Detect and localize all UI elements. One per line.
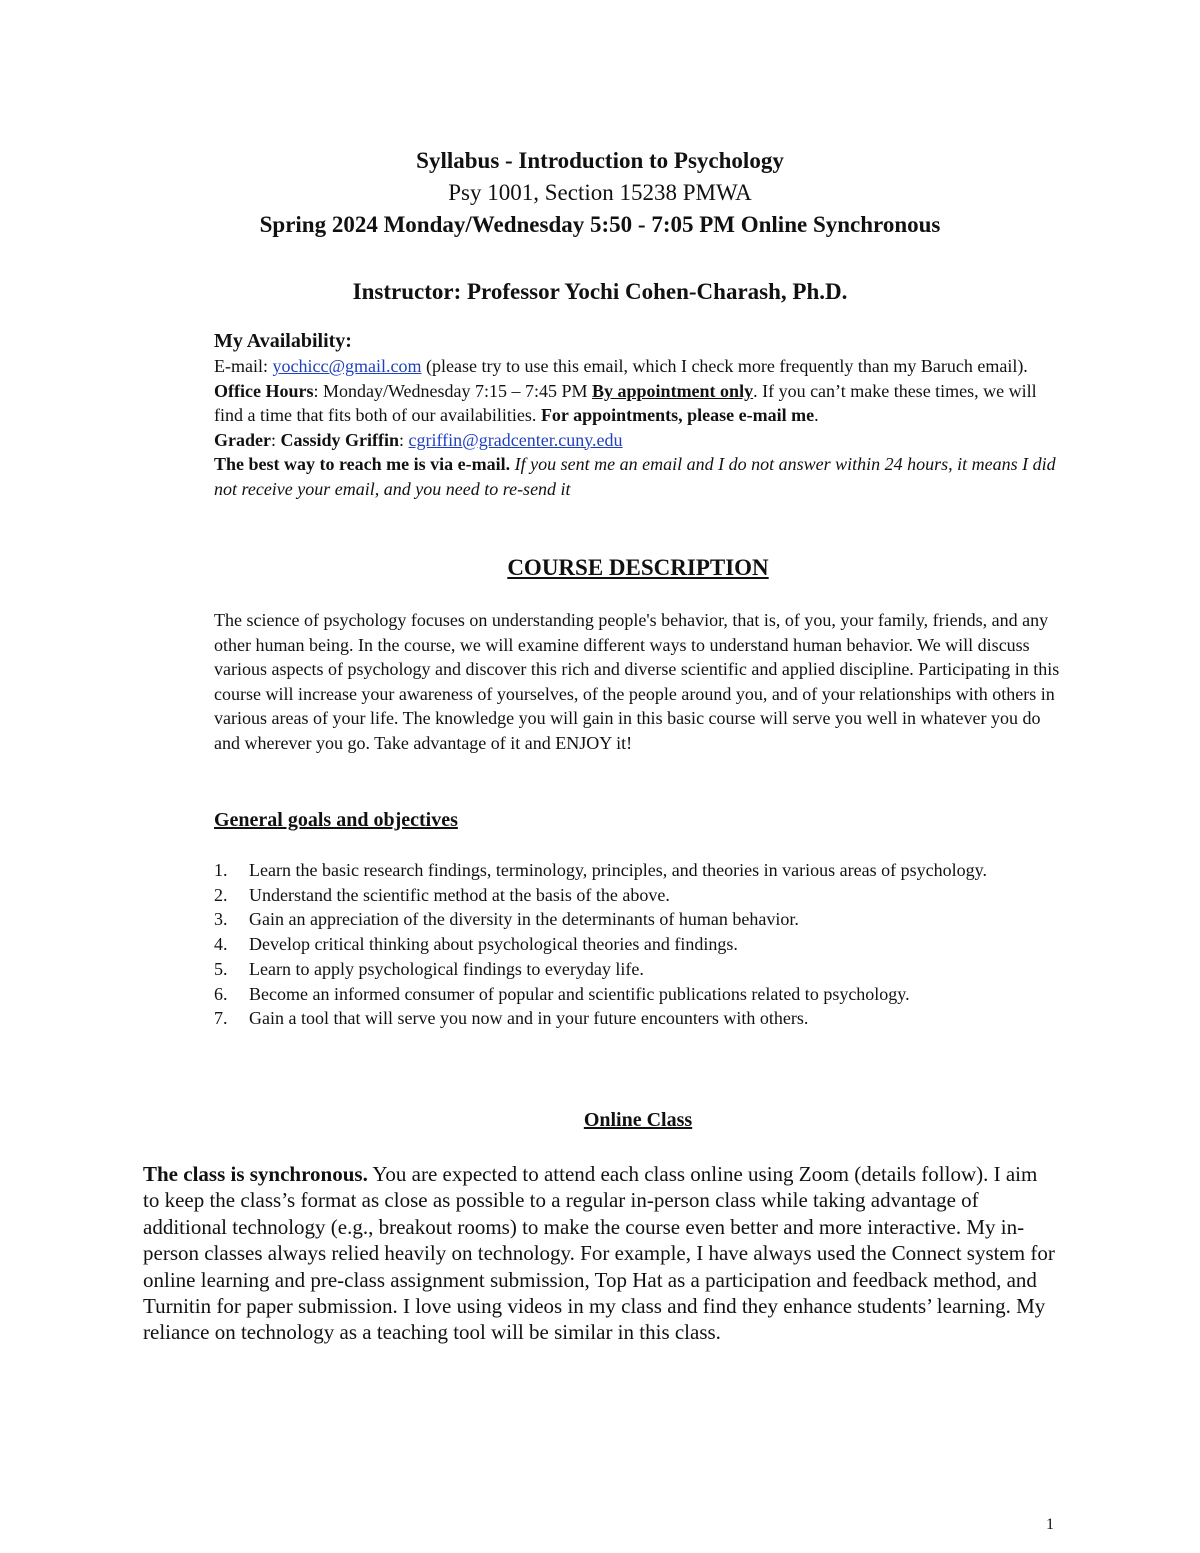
goal-text: Gain a tool that will serve you now and in your future encounters with others.	[249, 1008, 809, 1029]
online-class-text: You are expected to attend each class online using Zoom (details follow). I aim to keep the class’s format as close as possible to a regular in-person class while taking advantage of additional technology (e.g., breakout rooms) to make the course even better and more interactive. My in-person classes always relied heavily on technology. For example, I have always used the Connect system for online learning and pre-class assignment submission, Top Hat as a participation and feedback method, and Turnitin for paper submission. I love using videos in my class and find they enhance students’ learning. My reliance on technology as a teaching tool will be similar in this class.	[143, 1162, 1055, 1345]
course-description-heading: COURSE DESCRIPTION	[507, 555, 769, 580]
appointments-note: For appointments, please e-mail me	[540, 405, 815, 425]
contact-paragraph	[214, 452, 1064, 501]
office-hours-label: Office Hours	[214, 380, 314, 401]
appointments-end: .	[814, 405, 819, 425]
online-class-heading: Online Class	[583, 1109, 693, 1131]
goal-text: Learn the basic research findings, terminology, principles, and theories in various areas of psychology.	[249, 860, 987, 880]
goal-text: Learn to apply psychological findings to everyday life.	[249, 958, 644, 979]
office-hours-note: . If you can’t make these times, we will find a time that fits both of our availabilities.	[214, 380, 1037, 425]
goal-text: Develop critical thinking about psychological theories and findings.	[249, 934, 738, 955]
online-class-body	[143, 1161, 1058, 1346]
email-paragraph	[214, 354, 1064, 379]
goal-text: Understand the scientific method at the basis of the above.	[249, 884, 670, 905]
goal-item	[214, 883, 1064, 908]
office-hours-emphasis: By appointment only	[592, 380, 754, 401]
availability-section	[214, 328, 1064, 501]
goal-number: 6.	[214, 983, 228, 1004]
goal-number: 1.	[214, 860, 228, 880]
office-hours-paragraph	[214, 379, 1064, 428]
goals-list	[214, 858, 1064, 1031]
goal-item	[214, 932, 1064, 957]
office-hours-text: : Monday/Wednesday 7:15 – 7:45 PM	[313, 380, 593, 401]
email-prefix: E-mail:	[214, 356, 273, 376]
page-number: 1	[1046, 1516, 1054, 1533]
instructor-email-link[interactable]: yochicc@gmail.com	[272, 356, 422, 376]
instructor-line: Instructor: Professor Yochi Cohen-Charash, Ph.D.	[352, 279, 848, 304]
online-class-lead: The class is synchronous.	[143, 1162, 368, 1186]
goal-text: Gain an appreciation of the diversity in the determinants of human behavior.	[249, 909, 799, 930]
grader-label: Grader	[214, 429, 271, 450]
contact-bold: The best way to reach me is via e-mail.	[214, 454, 511, 474]
contact-italic: If you sent me an email and I do not answer within 24 hours, it means I did not receive your email, and you need to re-send it	[214, 454, 1056, 499]
goal-item	[214, 1006, 1064, 1031]
grader-colon: :	[270, 429, 281, 450]
grader-paragraph	[214, 428, 1064, 453]
title-block	[0, 145, 1200, 241]
goal-number: 7.	[214, 1008, 228, 1029]
goal-number: 2.	[214, 884, 228, 905]
goal-number: 4.	[214, 934, 228, 955]
goal-number: 5.	[214, 958, 228, 979]
goal-number: 3.	[214, 909, 228, 930]
goal-item	[214, 907, 1064, 932]
course-description-body: The science of psychology focuses on understanding people's behavior, that is, of you, your family, friends, and any other human being. In the course, we will examine different ways to understand human behavior. We will discuss various aspects of psychology and discover this rich and diverse scientific and applied discipline. Participating in this course will increase your awareness of yourselves, of the people around you, and of your relationships with others in various areas of your life. The knowledge you will gain in this basic course will serve you well in whatever you do and wherever you go. Take advantage of it and ENJOY it!	[214, 610, 1060, 753]
schedule-line: Spring 2024 Monday/Wednesday 5:50 - 7:05 PM Online Synchronous	[259, 212, 941, 237]
syllabus-title: Syllabus - Introduction to Psychology	[416, 148, 784, 173]
grader-email-link[interactable]: cgriffin@gradcenter.cuny.edu	[408, 429, 623, 450]
goal-item	[214, 858, 1064, 883]
goal-text: Become an informed consumer of popular and scientific publications related to psychology.	[249, 983, 910, 1004]
email-suffix: (please try to use this email, which I check more frequently than my Baruch email).	[421, 356, 1028, 376]
grader-colon-2: :	[399, 429, 409, 450]
goals-heading: General goals and objectives	[214, 809, 458, 831]
course-line: Psy 1001, Section 15238 PMWA	[448, 180, 752, 205]
goal-item	[214, 957, 1064, 982]
goal-item	[214, 982, 1064, 1007]
availability-title: My Availability:	[214, 330, 352, 352]
grader-name: Cassidy Griffin	[280, 429, 400, 450]
